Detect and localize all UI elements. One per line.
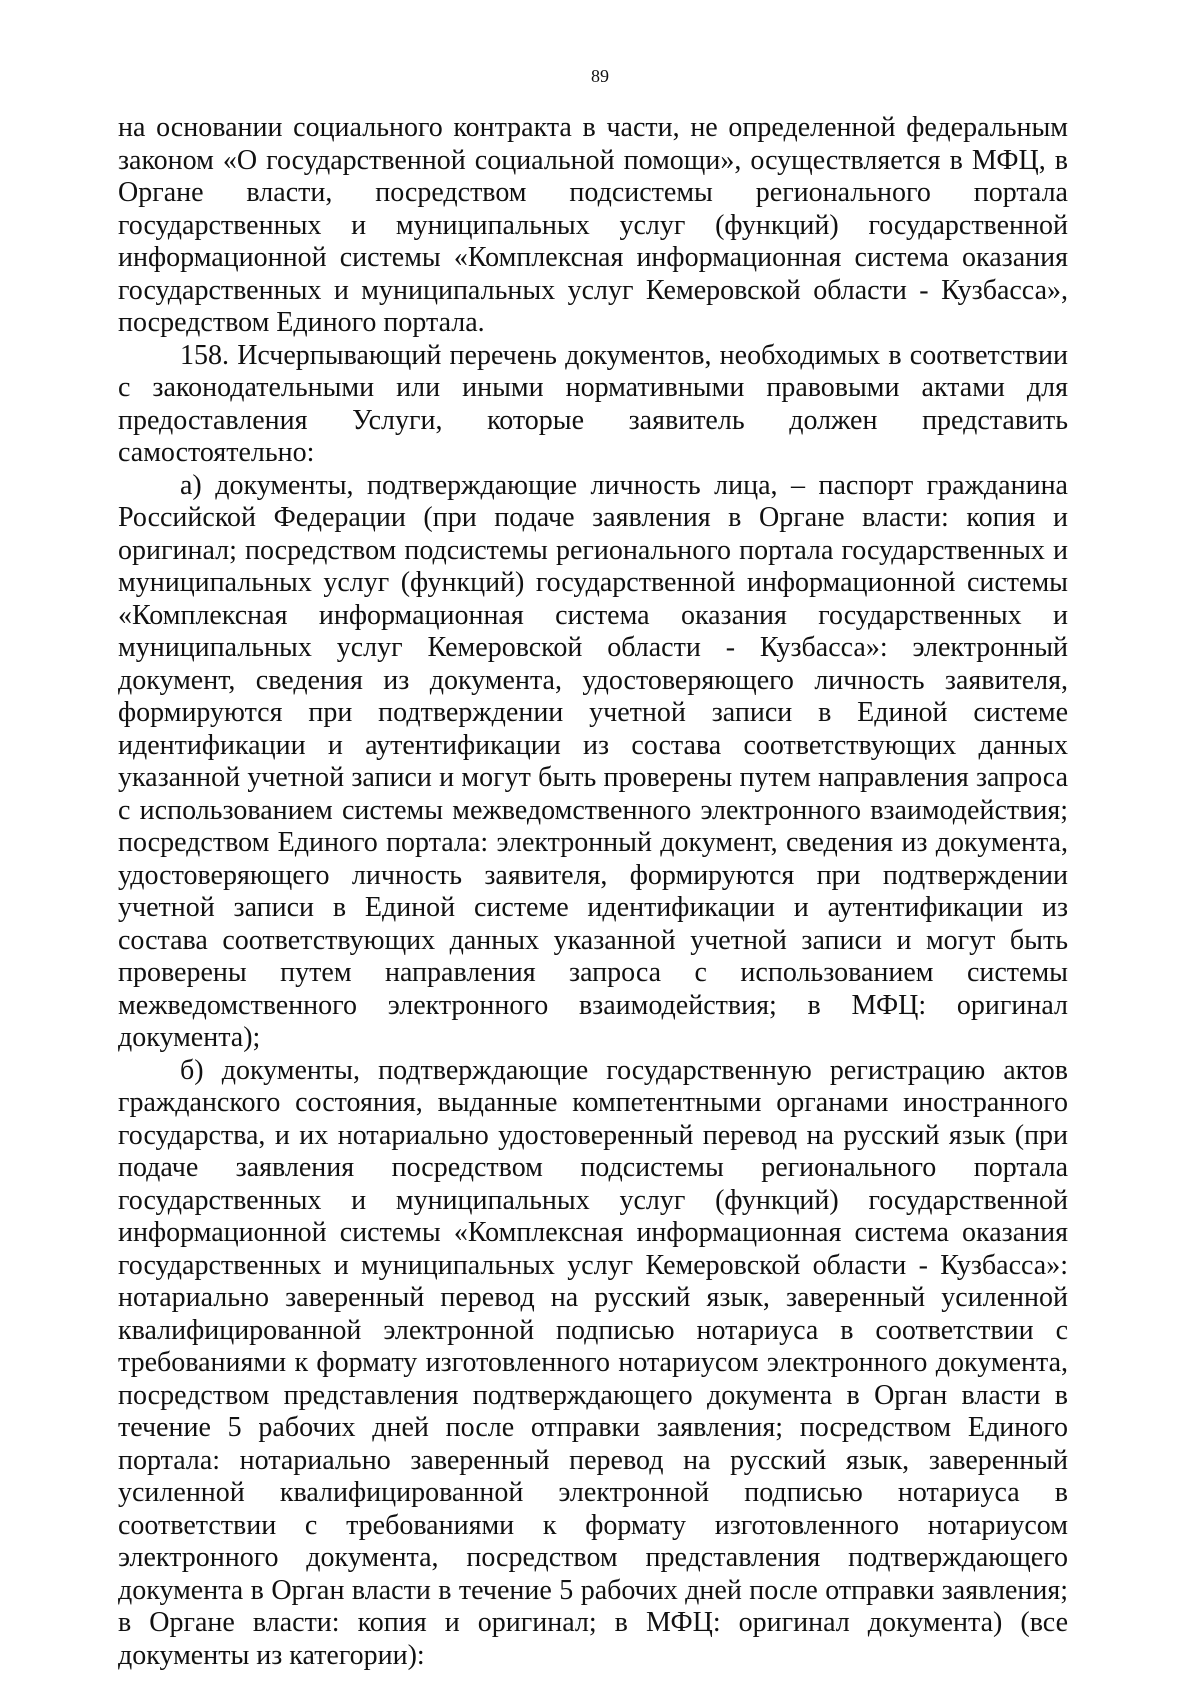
paragraph-item-158: 158. Исчерпывающий перечень документов, необходимых в соответствии с законодательными или иными нормативными правовыми актами для предоставления Услуги, которые заявитель должен представить самостоятельно: (118, 339, 1068, 468)
paragraph-continuation: на основании социального контракта в части, не определенной федеральным законом «О государственной социальной помощи», осуществляется в МФЦ, в Органе власти, посредством подсистемы регионального портала государственных и муниципальных услуг (функций) государственной информационной системы «Комплексная информационная система оказания государственных и муниципальных услуг Кемеровской области - Кузбасса», посредством Единого портала. (118, 112, 1068, 338)
paragraph-subitem-b: б) документы, подтверждающие государственную регистрацию актов гражданского состояния, выданные компетентными органами иностранного государства, и их нотариально удостоверенный перевод на русский язык (при подаче заявления посредством подсистемы регионального портала государственных и муниципальных услуг (функций) государственной информационной системы «Комплексная информационная система оказания государственных и муниципальных услуг Кемеровской области - Кузбасса»: нотариально заверенный перевод на русский язык, заверенный усиленной квалифицированной электронной подписью нотариуса в соответствии с требованиями к формату изготовленного нотариусом электронного документа, посредством представления подтверждающего документа в Орган власти в течение 5 рабочих дней после отправки заявления; посредством Единого портала: нотариально заверенный перевод на русский язык, заверенный усиленной квалифицированной электронной подписью нотариуса в соответствии с требованиями к формату изготовленного нотариусом электронного документа, посредством представления подтверждающего документа в Орган власти в течение 5 рабочих дней после отправки заявления; в Органе власти: копия и оригинал; в МФЦ: оригинал документа) (все документы из категории): (118, 1054, 1068, 1671)
paragraph-subitem-a: а) документы, подтверждающие личность лица, – паспорт гражданина Российской Федерации (при подаче заявления в Органе власти: копия и оригинал; посредством подсистемы регионального портала государственных и муниципальных услуг (функций) государственной информационной системы «Комплексная информационная система оказания государственных и муниципальных услуг Кемеровской области - Кузбасса»: электронный документ, сведения из документа, удостоверяющего личность заявителя, формируются при подтверждении учетной записи в Единой системе идентификации и аутентификации из состава соответствующих данных указанной учетной записи и могут быть проверены путем направления запроса с использованием системы межведомственного электронного взаимодействия; посредством Единого портала: электронный документ, сведения из документа, удостоверяющего личность заявителя, формируются при подтверждении учетной записи в Единой системе идентификации и аутентификации из состава соответствующих данных указанной учетной записи и могут быть проверены путем направления запроса с использованием системы межведомственного электронного взаимодействия; в МФЦ: оригинал документа); (118, 469, 1068, 1053)
document-body (118, 112, 1068, 1672)
page-number: 89 (591, 66, 609, 86)
